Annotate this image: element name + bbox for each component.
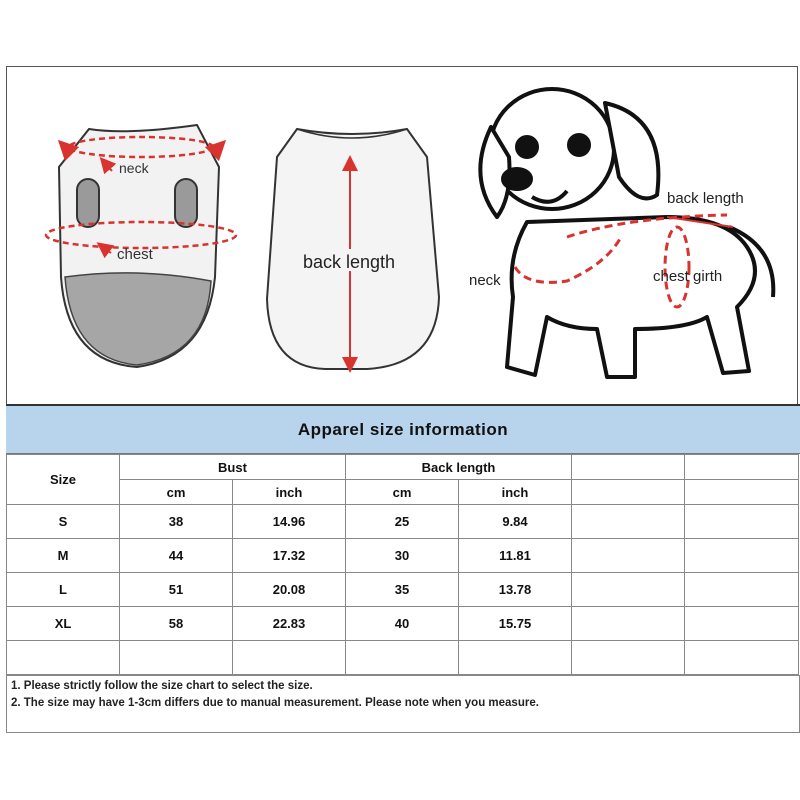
empty-cell bbox=[685, 480, 799, 505]
bust-cm-cell: 44 bbox=[120, 539, 233, 573]
header-row bbox=[7, 455, 799, 480]
empty-cell bbox=[572, 573, 685, 607]
table-row bbox=[7, 573, 799, 607]
bust-cm-cell: 58 bbox=[120, 607, 233, 641]
empty-cell bbox=[7, 641, 120, 675]
back-garment-illustration bbox=[267, 129, 439, 369]
back-length-label: back length bbox=[303, 252, 396, 272]
dog-neck-label: neck bbox=[469, 272, 501, 289]
back-inch-cell: 9.84 bbox=[459, 505, 572, 539]
banner-title: Apparel size information bbox=[6, 404, 800, 454]
empty-cell bbox=[572, 505, 685, 539]
bust-cm-cell: 38 bbox=[120, 505, 233, 539]
empty-cell bbox=[572, 455, 685, 480]
empty-cell bbox=[685, 455, 799, 480]
header-size: Size bbox=[7, 455, 120, 505]
dog-illustration bbox=[480, 89, 773, 377]
measurement-diagram bbox=[7, 67, 799, 405]
header-back-length: Back length bbox=[346, 455, 572, 480]
table-row bbox=[7, 505, 799, 539]
size-cell: S bbox=[7, 505, 120, 539]
dog-chest-girth-label: chest girth bbox=[653, 268, 723, 285]
bust-inch-cell: 22.83 bbox=[233, 607, 346, 641]
header-bust: Bust bbox=[120, 455, 346, 480]
empty-cell bbox=[685, 607, 799, 641]
back-inch-cell: 13.78 bbox=[459, 573, 572, 607]
unit-row bbox=[7, 480, 799, 505]
bust-inch-cell: 20.08 bbox=[233, 573, 346, 607]
empty-cell bbox=[572, 641, 685, 675]
empty-cell bbox=[233, 641, 346, 675]
size-cell: L bbox=[7, 573, 120, 607]
table-row bbox=[7, 539, 799, 573]
empty-cell bbox=[120, 641, 233, 675]
unit-back-inch: inch bbox=[459, 480, 572, 505]
back-inch-cell: 11.81 bbox=[459, 539, 572, 573]
table-row bbox=[7, 607, 799, 641]
back-inch-cell: 15.75 bbox=[459, 607, 572, 641]
back-cm-cell: 25 bbox=[346, 505, 459, 539]
unit-bust-inch: inch bbox=[233, 480, 346, 505]
back-cm-cell: 30 bbox=[346, 539, 459, 573]
front-neck-label: neck bbox=[119, 160, 149, 176]
empty-cell bbox=[685, 641, 799, 675]
bust-cm-cell: 51 bbox=[120, 573, 233, 607]
empty-cell bbox=[346, 641, 459, 675]
empty-cell bbox=[685, 539, 799, 573]
empty-cell bbox=[459, 641, 572, 675]
dog-back-length-label: back length bbox=[667, 190, 744, 207]
unit-back-cm: cm bbox=[346, 480, 459, 505]
size-cell: XL bbox=[7, 607, 120, 641]
back-cm-cell: 35 bbox=[346, 573, 459, 607]
empty-cell bbox=[572, 480, 685, 505]
empty-cell bbox=[572, 539, 685, 573]
size-table bbox=[6, 454, 799, 675]
bust-inch-cell: 14.96 bbox=[233, 505, 346, 539]
empty-cell bbox=[572, 607, 685, 641]
table-row-empty bbox=[7, 641, 799, 675]
unit-bust-cm: cm bbox=[120, 480, 233, 505]
empty-cell bbox=[685, 505, 799, 539]
bust-inch-cell: 17.32 bbox=[233, 539, 346, 573]
front-garment-illustration bbox=[46, 125, 236, 367]
size-illustration bbox=[6, 66, 798, 404]
note-line-1: 1. Please strictly follow the size chart to select the size. bbox=[11, 680, 313, 692]
back-cm-cell: 40 bbox=[346, 607, 459, 641]
front-chest-label: chest bbox=[117, 246, 153, 263]
notes-box bbox=[6, 675, 800, 733]
note-line-2: 2. The size may have 1-3cm differs due to manual measurement. Please note when you measure. bbox=[11, 697, 539, 709]
size-cell: M bbox=[7, 539, 120, 573]
empty-cell bbox=[685, 573, 799, 607]
